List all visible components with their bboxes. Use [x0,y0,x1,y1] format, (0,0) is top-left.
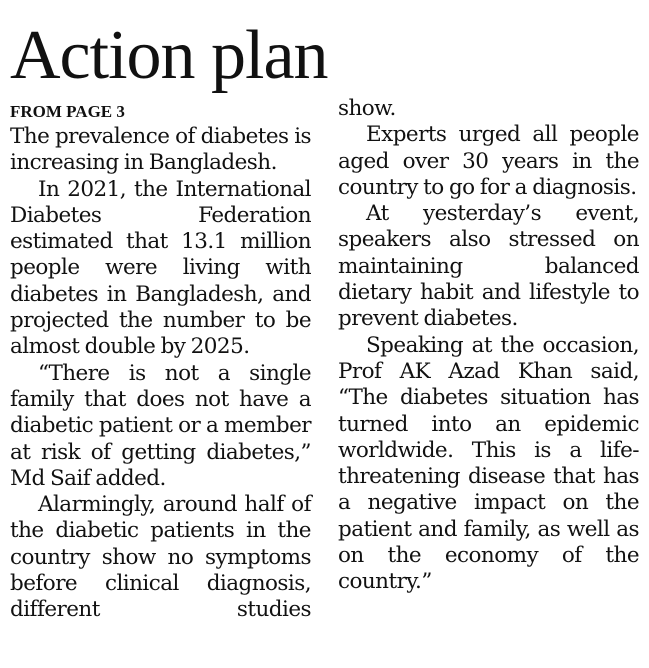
paragraph-continuation: show. [338,96,396,121]
paragraph-symptoms: Alarmingly, around half of the diabetic patients in the country show no symptoms before clinical diagnosis, different studies [10,492,311,623]
paragraph-idf-estimate: In 2021, the International Diabetes Federation estimated that 13.1 million people were living with diabetes in Bangladesh, and projected the number to be almost double by 2025. [10,176,311,360]
paragraph-experts: Experts urged all people aged over 30 years in the country to go for a diagnosis. [338,122,639,200]
paragraph-saif-quote: “There is not a single family that does not have a diabetic patient or a member at risk of getting diabetes,” Md Saif added. [10,360,311,491]
paragraph-event: At yesterday’s event, speakers also stressed on maintaining balanced dietary habit and lifestyle to prevent diabetes. [338,201,639,332]
paragraph-azad-khan-quote: Speaking at the occasion, Prof AK Azad Khan said, “The diabetes situation has turned into an epidemic worldwide. This is a life-threatening disease that has a negative impact on the patient and family, as well as on the economy of the country.” [338,332,639,595]
right-column [338,96,639,596]
paragraph-prevalence: The prevalence of diabetes is increasing in Bangladesh. [10,124,311,176]
headline: Action plan [10,17,328,94]
left-column [10,124,311,624]
kicker-from-page: FROM PAGE 3 [10,102,125,121]
